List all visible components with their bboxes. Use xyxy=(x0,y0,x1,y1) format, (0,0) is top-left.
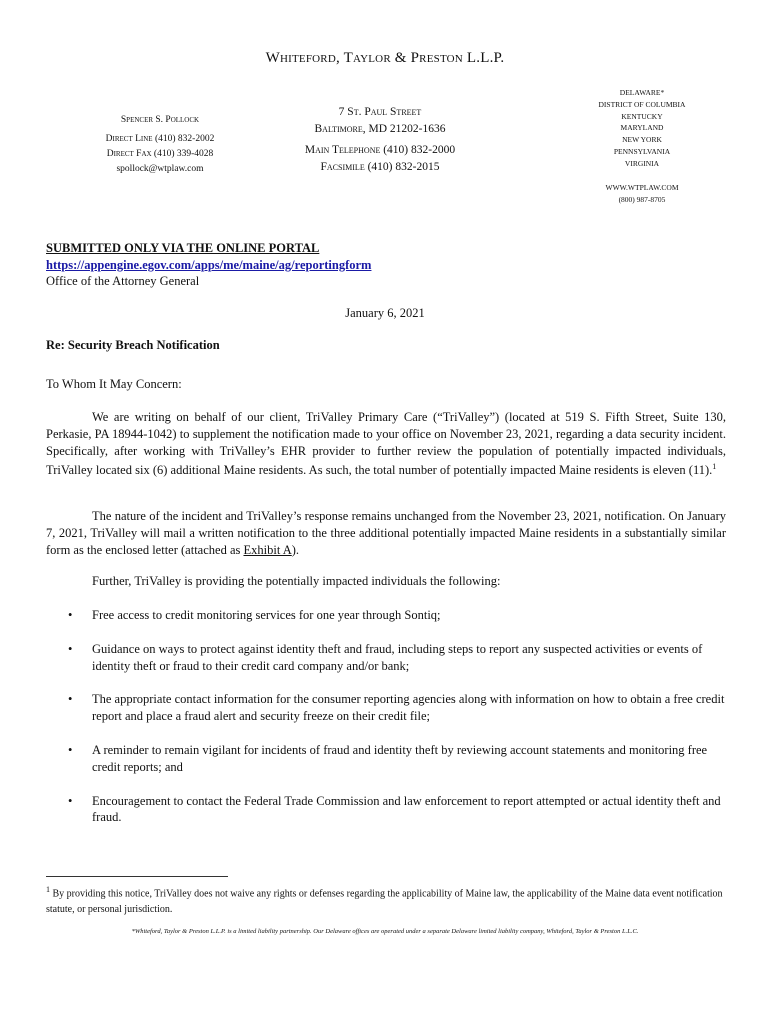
paragraph-3 xyxy=(46,573,726,590)
services-list xyxy=(46,607,726,843)
firm-toll-free: (800) 987-8705 xyxy=(618,195,666,204)
salutation: To Whom It May Concern: xyxy=(46,377,182,391)
office-location: MARYLAND xyxy=(620,123,664,133)
sender-email[interactable]: spollock@wtplaw.com xyxy=(116,164,204,174)
list-item-text: Guidance on ways to protect against identity theft and fraud, including steps to report any suspected activities or events of identity theft or fraud to their credit card company and/or bank; xyxy=(92,641,703,673)
submission-line: SUBMITTED ONLY VIA THE ONLINE PORTAL xyxy=(46,241,320,255)
footnote-ref[interactable]: 1 xyxy=(712,462,717,472)
paragraph-1-text: We are writing on behalf of our client, TriValley Primary Care (“TriValley”) (located at 519 S. Fifth Street, Suite 130, Perkasie, PA 18944-1042) to supplement the notification made to your office on November 23, 2021, regarding a data security incident. Specifically, after working with TriValley’s EHR provider to further review the population of potentially impacted individuals, TriValley located six (6) additional Maine residents. As such, the total number of potentially impacted Maine residents is eleven (11). xyxy=(46,410,726,478)
list-item xyxy=(46,641,726,675)
list-item-text: Free access to credit monitoring services for one year through Sontiq; xyxy=(92,608,441,622)
page-footer: *Whiteford, Taylor & Preston L.L.P. is a limited liability partnership. Our Delaware offices are operated under a separate Delaware limited liability company, Whiteford, Taylor & Preston L.L.C. xyxy=(131,928,639,935)
list-item-text: Encouragement to contact the Federal Trade Commission and law enforcement to report attempted or actual identity theft and fraud. xyxy=(92,793,721,825)
firm-name: Whiteford, Taylor & Preston L.L.P. xyxy=(265,50,505,66)
address-facsimile: Facsimile (410) 832-2015 xyxy=(320,161,440,173)
bullet-icon: • xyxy=(68,793,73,808)
footnote-number: 1 xyxy=(46,885,50,894)
exhibit-a-reference: Exhibit A xyxy=(243,542,292,557)
sender-direct-fax: Direct Fax (410) 339-4028 xyxy=(106,149,214,159)
bullet-icon: • xyxy=(68,608,73,622)
office-location: DISTRICT OF COLUMBIA xyxy=(598,99,686,109)
list-item-text: The appropriate contact information for the consumer reporting agencies along with information on how to obtain a free credit report and place a fraud alert and security freeze on their credit file; xyxy=(92,692,725,724)
paragraph-2 xyxy=(46,508,726,558)
bullet-icon: • xyxy=(68,742,73,757)
office-list xyxy=(578,87,706,170)
recipient-block xyxy=(46,240,371,290)
list-item xyxy=(46,607,726,624)
subject-line: Re: Security Breach Notification xyxy=(46,338,220,352)
office-location: VIRGINIA xyxy=(624,158,660,168)
office-location: NEW YORK xyxy=(622,135,662,145)
bullet-icon: • xyxy=(68,692,73,707)
firm-website[interactable]: WWW.WTPLAW.COM xyxy=(605,183,679,192)
paragraph-2-text: The nature of the incident and TriValley’s response remains unchanged from the November 23, 2021, notification. On January 7, 2021, TriValley will mail a written notification to the three additional potentially impacted Maine residents in a substantially similar form as the enclosed letter (attached as xyxy=(46,509,726,557)
paragraph-2-end: ). xyxy=(291,542,300,557)
footnote-divider xyxy=(46,876,228,877)
paragraph-1 xyxy=(46,409,726,479)
address-main-telephone: Main Telephone (410) 832-2000 xyxy=(304,144,456,156)
firm-contact-web xyxy=(578,182,706,206)
recipient-office: Office of the Attorney General xyxy=(46,274,200,288)
sender-info xyxy=(90,113,230,177)
footnote xyxy=(46,882,726,918)
firm-address xyxy=(270,104,490,176)
list-item xyxy=(46,793,726,827)
address-city: Baltimore, MD 21202-1636 xyxy=(314,123,446,135)
office-location: PENNSYLVANIA xyxy=(613,146,671,156)
list-item-text: A reminder to remain vigilant for incidents of fraud and identity theft by reviewing account statements and monitoring free credit reports; and xyxy=(92,742,708,774)
list-item xyxy=(46,691,726,725)
sender-name: Spencer S. Pollock xyxy=(120,115,200,125)
portal-link[interactable]: https://appengine.egov.com/apps/me/maine/ag/reportingform xyxy=(46,257,372,272)
office-location: KENTUCKY xyxy=(621,111,663,121)
footnote-text: By providing this notice, TriValley does not waive any rights or defenses regarding the applicability of Maine law, the applicability of the Maine data event notification statute, or personal jurisdiction. xyxy=(46,888,723,916)
list-item xyxy=(46,742,726,776)
address-street: 7 St. Paul Street xyxy=(338,106,422,118)
bullet-icon: • xyxy=(68,641,73,656)
letter-date: January 6, 2021 xyxy=(345,306,425,320)
sender-direct-line: Direct Line (410) 832-2002 xyxy=(105,134,215,144)
paragraph-3-text: Further, TriValley is providing the potentially impacted individuals the following: xyxy=(92,574,501,588)
office-location: DELAWARE* xyxy=(619,88,665,97)
